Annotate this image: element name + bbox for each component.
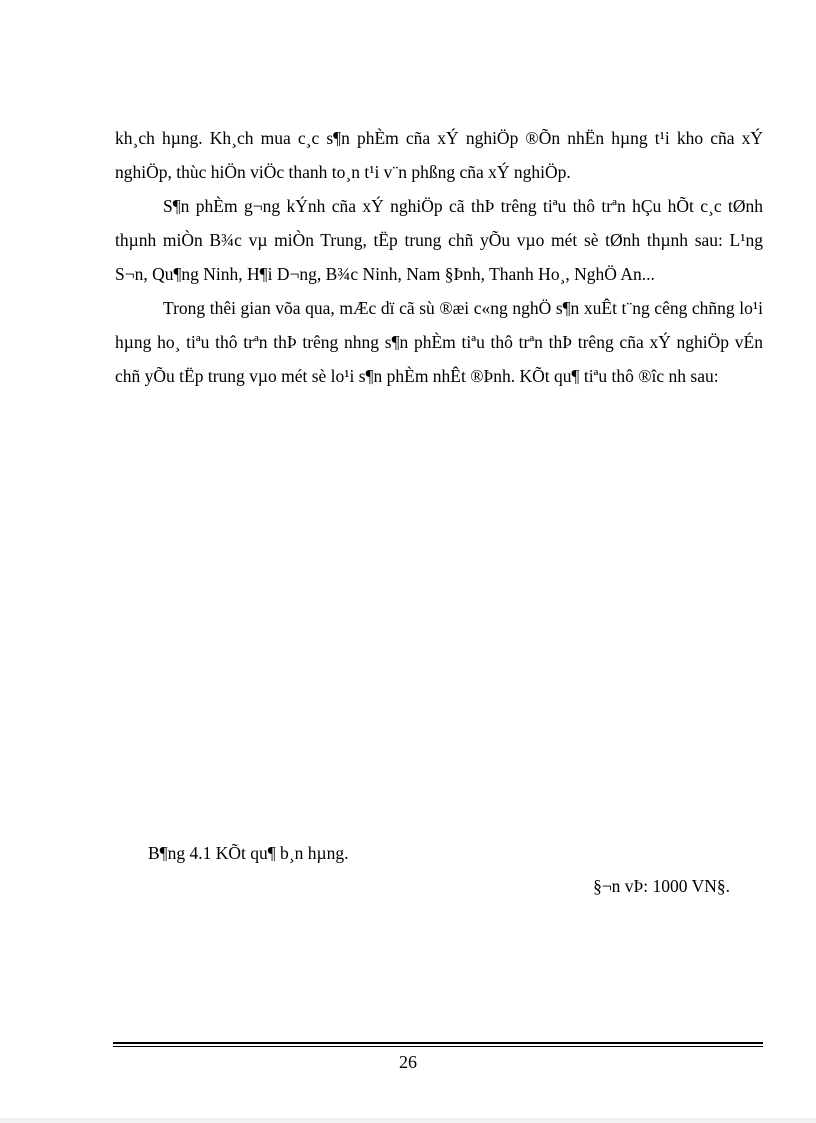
paragraph-3: Trong thêi gian võa qua, mÆc dï cã sù ®æi c«ng nghÖ s¶n xuÊt t¨ng cêng chñng lo¹i hµng ho¸ tiªu thô trªn thÞ trêng nhng s¶n phÈm tiªu thô trªn thÞ trêng cña xÝ nghiÖp vÉn chñ yÕu tËp trung vµo mét sè lo¹i s¶n phÈm nhÊt ®Þnh. KÕt qu¶ tiªu thô ®îc nh sau: [115, 298, 763, 386]
unit-note: §¬n vÞ: 1000 VN§. [593, 876, 730, 896]
body-text [115, 121, 763, 393]
page-number: 26 [399, 1052, 417, 1072]
paragraph-2: S¶n phÈm g¬ng kÝnh cña xÝ nghiÖp cã thÞ trêng tiªu thô trªn hÇu hÕt c¸c tØnh thµnh miÒn B¾c vµ miÒn Trung, tËp trung chñ yÕu vµo mét sè tØnh thµnh sau: L¹ng S¬n, Qu¶ng Ninh, H¶i D¬ng, B¾c Ninh, Nam §Þnh, Thanh Ho¸, NghÖ An... [115, 196, 763, 284]
table-caption: B¶ng 4.1 KÕt qu¶ b¸n hµng. [148, 843, 349, 863]
paragraph-1: kh¸ch hµng. Kh¸ch mua c¸c s¶n phÈm cña xÝ nghiÖp ®Õn nhËn hµng t¹i kho cña xÝ nghiÖp, thùc hiÖn viÖc thanh to¸n t¹i v¨n phßng cña xÝ nghiÖp. [115, 128, 763, 182]
bottom-band [0, 1118, 816, 1123]
footer-rule [113, 1042, 763, 1047]
